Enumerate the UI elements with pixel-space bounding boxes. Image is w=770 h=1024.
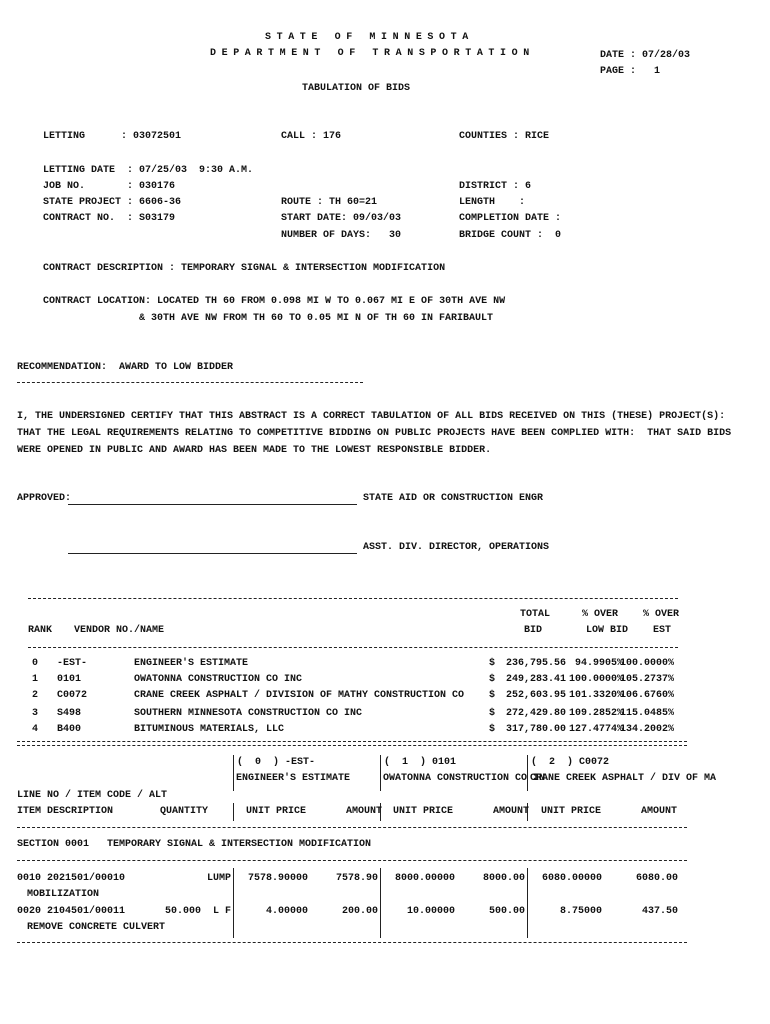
vendor-rank: 2: [32, 690, 39, 701]
unit-price-header-2: UNIT PRICE: [541, 806, 602, 817]
completion-date: COMPLETION DATE :: [459, 213, 562, 224]
over-low-header-2: LOW BID: [586, 625, 629, 636]
section-rule: [17, 860, 687, 861]
vendor-table-header-rule: [28, 647, 678, 648]
item-amount-1: 8000.00: [482, 873, 525, 884]
approver-title-1: STATE AID OR CONSTRUCTION ENGR: [363, 493, 544, 504]
vendor-total-bid: 236,795.56: [505, 658, 566, 669]
state-project: STATE PROJECT : 6606-36: [43, 197, 182, 208]
item-amount-2: 6080.00: [635, 873, 678, 884]
vendor-total-bid: 272,429.80: [505, 708, 566, 719]
dollar-sign: $: [489, 658, 496, 669]
call: CALL : 176: [281, 131, 342, 142]
total-header-1: TOTAL: [520, 609, 551, 620]
vendor-rank: 3: [32, 708, 39, 719]
section-title: SECTION 0001 TEMPORARY SIGNAL & INTERSECTION MODIFICATION: [17, 839, 372, 850]
vendor-header: VENDOR NO./NAME: [74, 625, 165, 636]
letting-date: LETTING DATE : 07/25/03 9:30 A.M.: [43, 165, 254, 176]
recommendation: RECOMMENDATION: AWARD TO LOW BIDDER: [17, 362, 234, 373]
vendor-total-bid: 317,780.00: [505, 724, 566, 735]
item-unit-price-1: 8000.00000: [394, 873, 455, 884]
certification-line-2: THAT THE LEGAL REQUIREMENTS RELATING TO COMPETITIVE BIDDING ON PUBLIC PROJECTS HAVE BEEN COMPLIED WITH: THAT SAID BIDS: [17, 428, 732, 439]
contract-location-line-2: & 30TH AVE NW FROM TH 60 TO 0.05 MI N OF TH 60 IN FARIBAULT: [139, 313, 494, 324]
item-unit-price-1: 10.00000: [406, 906, 455, 917]
approver-title-2: ASST. DIV. DIRECTOR, OPERATIONS: [363, 542, 550, 553]
amount-header-0: AMOUNT: [346, 806, 383, 817]
item-quantity: 50.000 L F: [164, 906, 231, 917]
bidder-2-name: CRANE CREEK ASPHALT / DIV OF MA: [530, 773, 717, 784]
start-date: START DATE: 09/03/03: [281, 213, 402, 224]
amount-header-1: AMOUNT: [493, 806, 530, 817]
bid-header-separator: [380, 755, 381, 791]
rank-header: RANK: [28, 625, 53, 636]
bidder-0-name: ENGINEER'S ESTIMATE: [236, 773, 351, 784]
vendor-table-top-rule: [28, 598, 678, 599]
item-description-header: ITEM DESCRIPTION: [17, 806, 114, 817]
certification-line-3: WERE OPENED IN PUBLIC AND AWARD HAS BEEN MADE TO THE LOWEST RESPONSIBLE BIDDER.: [17, 445, 492, 456]
department-name: DEPARTMENT OF TRANSPORTATION: [210, 48, 535, 59]
page-number: PAGE : 1: [600, 66, 661, 77]
line-item-header: LINE NO / ITEM CODE / ALT: [17, 790, 168, 801]
contract-location-line-1: CONTRACT LOCATION: LOCATED TH 60 FROM 0.098 MI W TO 0.067 MI E OF 30TH AVE NW: [43, 296, 506, 307]
item-line-code: 0020 2104501/00011: [17, 906, 126, 917]
dollar-sign: $: [489, 674, 496, 685]
vendor-rank: 4: [32, 724, 39, 735]
vendor-over-low: 94.9905%: [574, 658, 623, 669]
vendor-over-low: 100.0000%: [568, 674, 623, 685]
unit-price-header-0: UNIT PRICE: [246, 806, 307, 817]
vendor-name: OWATONNA CONSTRUCTION CO INC: [134, 674, 303, 685]
quantity-header: QUANTITY: [160, 806, 209, 817]
item-line-code: 0010 2021501/00010: [17, 873, 126, 884]
vendor-total-bid: 252,603.95: [505, 690, 566, 701]
vendor-over-est: 115.0485%: [619, 708, 674, 719]
bid-header-separator: [233, 803, 234, 821]
total-header-2: BID: [524, 625, 543, 636]
vendor-name: BITUMINOUS MATERIALS, LLC: [134, 724, 285, 735]
letting: LETTING : 03072501: [43, 131, 182, 142]
recommendation-divider: [17, 382, 363, 383]
vendor-over-est: 134.2002%: [619, 724, 674, 735]
item-description: REMOVE CONCRETE CULVERT: [27, 922, 166, 933]
over-low-header-1: % OVER: [582, 609, 619, 620]
item-amount-2: 437.50: [641, 906, 678, 917]
vendor-table-double-rule: [17, 741, 687, 746]
certification-line-1: I, THE UNDERSIGNED CERTIFY THAT THIS ABSTRACT IS A CORRECT TABULATION OF ALL BIDS RECEIVED ON THIS (THESE) PROJECT(S):: [17, 411, 726, 422]
bidder-0-rank: ( 0 ) -EST-: [237, 757, 316, 768]
dollar-sign: $: [489, 690, 496, 701]
vendor-name: CRANE CREEK ASPHALT / DIVISION OF MATHY CONSTRUCTION CO: [134, 690, 465, 701]
vendor-over-est: 100.0000%: [619, 658, 674, 669]
item-unit-price-0: 7578.90000: [247, 873, 308, 884]
route: ROUTE : TH 60=21: [281, 197, 378, 208]
vendor-total-bid: 249,283.41: [505, 674, 566, 685]
bid-column-separator: [233, 868, 234, 938]
bidder-1-name: OWATONNA CONSTRUCTION CO IN: [383, 773, 546, 784]
length: LENGTH :: [459, 197, 526, 208]
contract-no: CONTRACT NO. : S03179: [43, 213, 176, 224]
item-unit-price-0: 4.00000: [265, 906, 308, 917]
amount-header-2: AMOUNT: [641, 806, 678, 817]
vendor-name: SOUTHERN MINNESOTA CONSTRUCTION CO INC: [134, 708, 363, 719]
vendor-over-est: 106.6760%: [619, 690, 674, 701]
over-est-header-2: EST: [653, 625, 672, 636]
bid-column-separator: [527, 868, 528, 938]
report-title: TABULATION OF BIDS: [302, 83, 411, 94]
vendor-number: S498: [57, 708, 82, 719]
vendor-number: 0101: [57, 674, 82, 685]
unit-price-header-1: UNIT PRICE: [393, 806, 454, 817]
bid-header-separator: [233, 755, 234, 791]
state-name: STATE OF MINNESOTA: [265, 32, 474, 43]
vendor-rank: 0: [32, 658, 39, 669]
bid-column-separator: [380, 868, 381, 938]
vendor-rank: 1: [32, 674, 39, 685]
bidder-2-rank: ( 2 ) C0072: [531, 757, 610, 768]
over-est-header-1: % OVER: [643, 609, 680, 620]
vendor-name: ENGINEER'S ESTIMATE: [134, 658, 249, 669]
signature-line-2: [68, 553, 357, 554]
signature-line-1: [68, 504, 357, 505]
report-date: DATE : 07/28/03: [600, 50, 691, 61]
vendor-number: C0072: [57, 690, 88, 701]
item-amount-1: 500.00: [488, 906, 525, 917]
vendor-over-low: 109.2852%: [568, 708, 623, 719]
item-unit-price-2: 6080.00000: [541, 873, 602, 884]
bidder-1-rank: ( 1 ) 0101: [384, 757, 457, 768]
bridge-count: BRIDGE COUNT : 0: [459, 230, 562, 241]
district: DISTRICT : 6: [459, 181, 532, 192]
vendor-number: -EST-: [57, 658, 88, 669]
dollar-sign: $: [489, 724, 496, 735]
bid-table-bottom-rule: [17, 942, 687, 943]
vendor-over-low: 101.3320%: [568, 690, 623, 701]
job-no: JOB NO. : 030176: [43, 181, 176, 192]
dollar-sign: $: [489, 708, 496, 719]
vendor-number: B400: [57, 724, 82, 735]
item-quantity: LUMP: [206, 873, 231, 884]
number-of-days: NUMBER OF DAYS: 30: [281, 230, 402, 241]
item-amount-0: 7578.90: [335, 873, 378, 884]
vendor-over-est: 105.2737%: [619, 674, 674, 685]
vendor-over-low: 127.4774%: [568, 724, 623, 735]
item-description: MOBILIZATION: [27, 889, 100, 900]
item-amount-0: 200.00: [341, 906, 378, 917]
contract-description: CONTRACT DESCRIPTION : TEMPORARY SIGNAL & INTERSECTION MODIFICATION: [43, 263, 446, 274]
item-unit-price-2: 8.75000: [559, 906, 602, 917]
bid-header-bottom-rule: [17, 827, 687, 828]
approved-label: APPROVED:: [17, 493, 72, 504]
counties: COUNTIES : RICE: [459, 131, 550, 142]
